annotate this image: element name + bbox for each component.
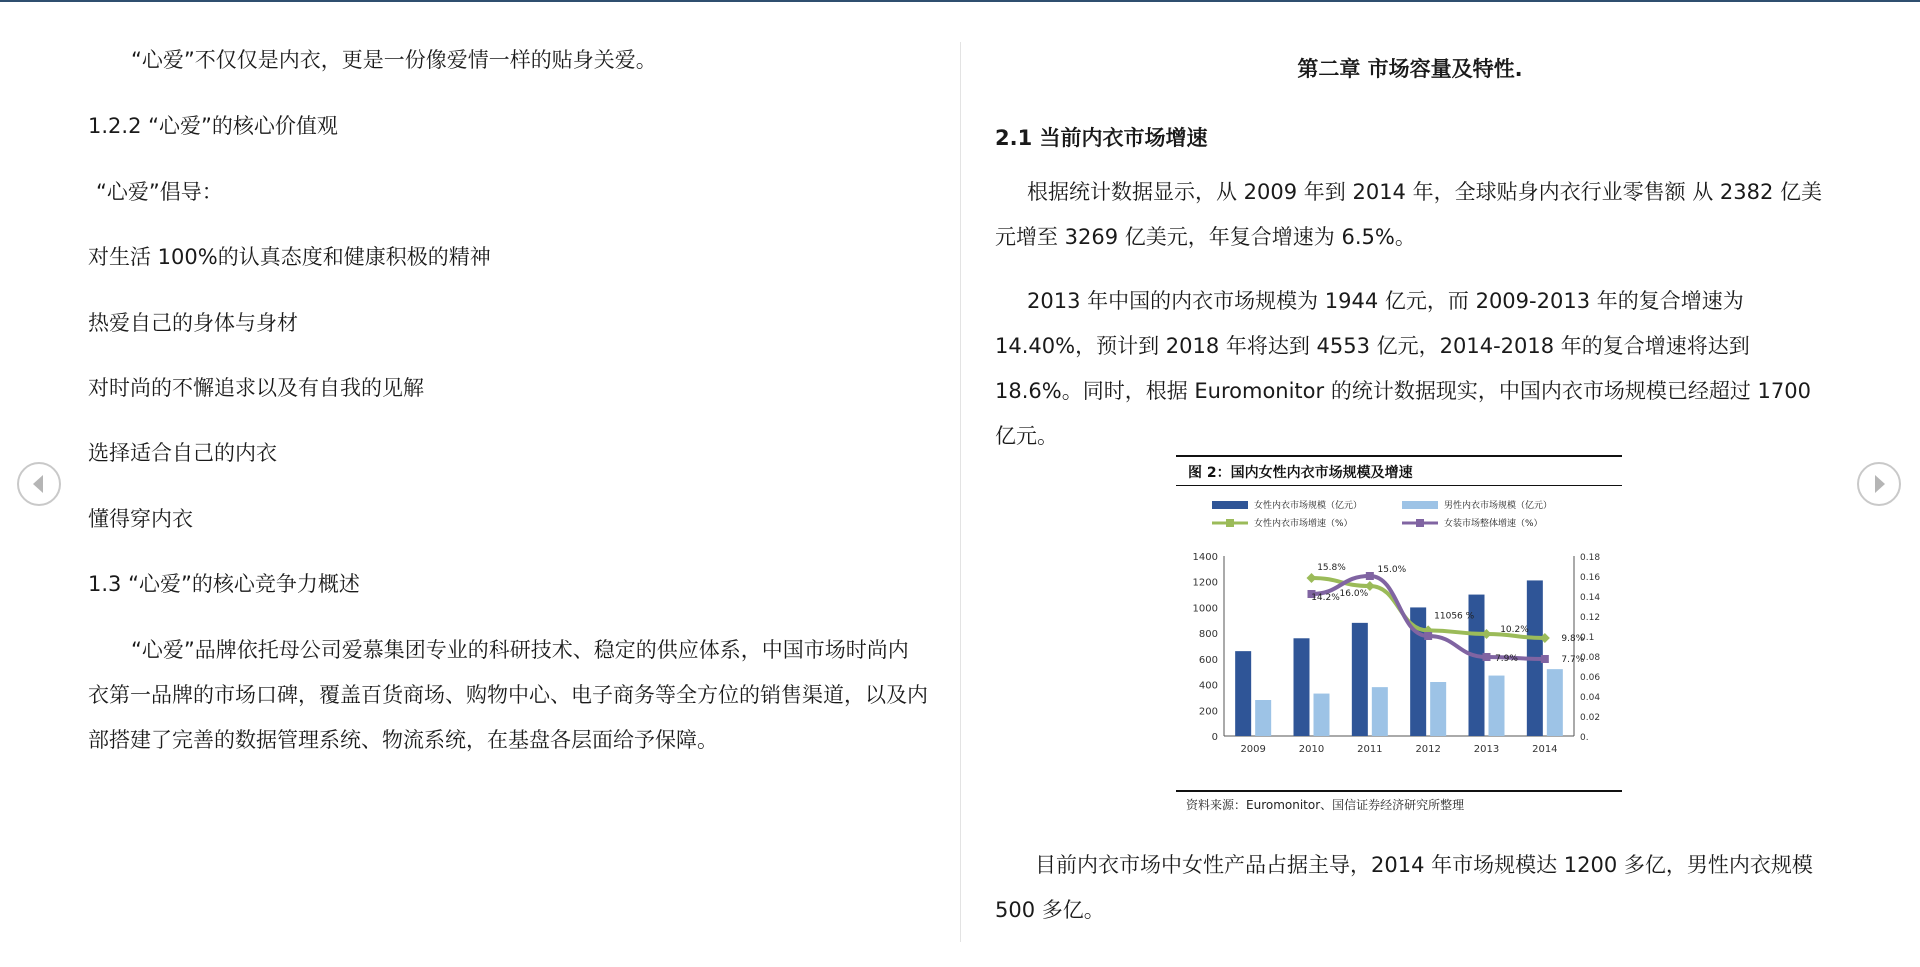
intro-sentence: “心爱”不仅仅是内衣，更是一份像爱情一样的贴身关爱。 [131,48,657,72]
x-tick-label: 2009 [1240,744,1266,755]
legend-entry: 女性内衣市场增速（%） [1254,519,1353,529]
legend-entry: 男性内衣市场规模（亿元） [1444,501,1553,511]
right-tick-label: 0.08 [1580,653,1601,663]
legend-entry: 女性内衣市场规模（亿元） [1254,501,1363,511]
figure-top-rule [1176,455,1622,457]
data-label: 7.9% [1495,654,1518,664]
market-chart [1172,490,1622,790]
chevron-right-icon [1859,464,1899,504]
right-tick-label: 0.12 [1580,613,1601,623]
right-tick-label: 0.1 [1580,633,1595,643]
data-label: 9.8% [1561,634,1585,644]
legend-entry: 女装市场整体增速（%） [1444,519,1543,529]
right-tick-label: 0.16 [1580,573,1601,583]
value-item: 对生活 100%的认真态度和健康积极的精神 [88,245,491,269]
next-page-button[interactable] [1857,462,1901,506]
left-tick-label: 200 [1198,706,1218,718]
left-tick-label: 800 [1198,629,1218,641]
top-accent-bar [0,0,1920,2]
right-tick-label: 0.18 [1580,553,1601,563]
legend-marker [1416,519,1424,527]
data-label: 14.2% [1311,593,1340,603]
data-label: 15.8% [1317,563,1346,573]
legend-swatch [1212,501,1248,509]
right-tick-label: 0.02 [1580,713,1601,723]
competitiveness-paragraph: “心爱”品牌依托母公司爱慕集团专业的科研技术、稳定的供应体系，中国市场时尚内衣第一品牌的市场口碑，覆盖百货商场、购物中心、电子商务等全方位的销售渠道，以及内部搭建了完善的数据管理系统、物流系统，在基盘各层面给予保障。 [88,638,928,752]
figure-bottom-rule [1176,790,1622,792]
x-tick-label: 2010 [1298,744,1325,755]
bar [1430,682,1446,736]
chevron-left-icon [19,464,59,504]
section-1-3-heading: 1.3 “心爱”的核心竞争力概述 [88,572,360,596]
line-point [1483,653,1491,661]
data-label: 7.7% [1561,655,1585,665]
left-tick-label: 400 [1198,680,1218,692]
left-tick-label: 1000 [1192,603,1218,615]
x-tick-label: 2013 [1473,744,1500,755]
bar [1372,687,1388,736]
right-tick-label: 0.04 [1580,693,1601,703]
global-market-paragraph: 根据统计数据显示，从 2009 年到 2014 年，全球贴身内衣行业零售额 从 2382 亿美元增至 3269 亿美元，年复合增速为 6.5%。 [995,180,1823,249]
legend-swatch [1402,501,1438,509]
x-tick-label: 2012 [1415,744,1441,755]
x-tick-label: 2014 [1532,744,1558,755]
data-label: 15.0% [1377,565,1407,575]
chapter-title: 第二章 市场容量及特性. [1297,57,1523,81]
right-tick-label: 0.06 [1580,673,1601,683]
legend-marker [1226,519,1234,527]
market-size-figure [1172,452,1622,824]
right-tick-label: 0.14 [1580,593,1601,603]
bar [1255,700,1271,736]
bar [1352,623,1368,736]
bar [1547,669,1563,736]
figure-title: 图 2：国内女性内衣市场规模及增速 [1188,465,1413,481]
bar [1294,638,1310,736]
line-point [1307,573,1317,583]
line-point [1541,655,1549,663]
advocate-label: “心爱”倡导： [96,180,223,204]
data-label: 11056 % [1434,611,1475,622]
value-item: 对时尚的不懈追求以及有自我的见解 [88,376,424,400]
bar [1489,676,1505,736]
left-tick-label: 0 [1211,732,1218,743]
value-item: 懂得穿内衣 [88,507,193,531]
data-label: 16.0% [1339,589,1369,599]
x-tick-label: 2011 [1357,744,1383,755]
figure-title-rule [1176,485,1622,486]
page-divider [960,42,961,942]
left-tick-label: 600 [1198,654,1218,666]
china-market-paragraph: 2013 年中国的内衣市场规模为 1944 亿元，而 2009-2013 年的复合增速为 14.40%，预计到 2018 年将达到 4553 亿元，2014-2018 年的复合增速将达到 18.6%。同时，根据 Euromonitor 的统计数据现实，中国内衣市场规模已经超过 1700 亿元。 [995,289,1811,448]
data-label: 10.2% [1500,625,1529,635]
value-item: 选择适合自己的内衣 [88,441,277,465]
bar [1235,651,1251,736]
section-2-1-heading: 2.1 当前内衣市场增速 [995,126,1208,150]
prev-page-button[interactable] [17,462,61,506]
figure-source: 资料来源：Euromonitor、国信证券经济研究所整理 [1186,798,1465,812]
bar [1314,694,1330,736]
line-point [1366,572,1374,580]
right-tick-label: 0. [1580,733,1589,743]
left-tick-label: 1400 [1192,552,1218,563]
line-point [1424,632,1432,640]
section-1-2-2-heading: 1.2.2 “心爱”的核心价值观 [88,114,338,138]
left-tick-label: 1200 [1192,577,1218,589]
gender-share-paragraph: 目前内衣市场中女性产品占据主导，2014 年市场规模达 1200 多亿，男性内衣规模 500 多亿。 [995,853,1813,922]
value-item: 热爱自己的身体与身材 [88,311,298,335]
